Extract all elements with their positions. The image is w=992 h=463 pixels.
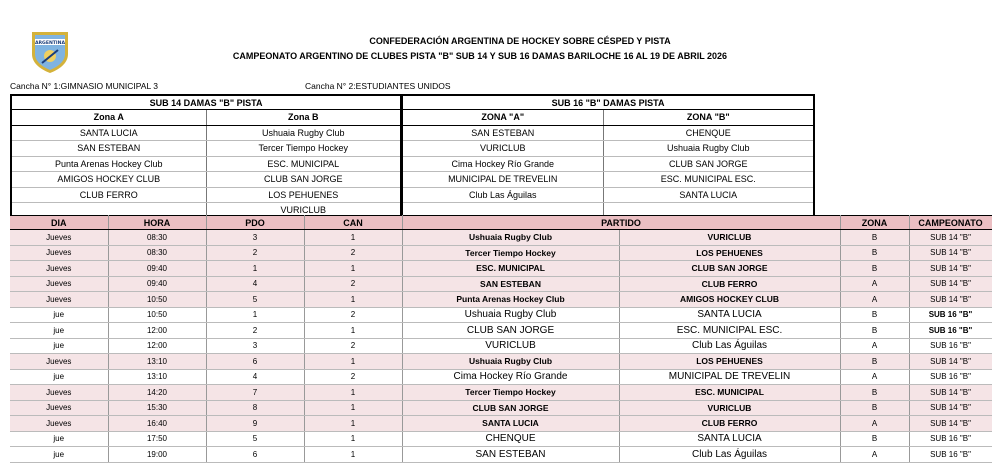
header-match: PARTIDO bbox=[402, 216, 840, 230]
fixtures-body bbox=[10, 230, 992, 463]
zone-team: CHENQUE bbox=[603, 125, 814, 141]
fixture-time: 19:00 bbox=[108, 447, 206, 463]
fixture-away-team: Club Las Águilas bbox=[619, 447, 840, 463]
fixture-row bbox=[10, 431, 992, 447]
fixture-match-no: 2 bbox=[206, 323, 304, 339]
venue-court-2: Cancha N° 2:ESTUDIANTES UNIDOS bbox=[305, 81, 451, 91]
fixture-championship: SUB 14 "B" bbox=[909, 245, 992, 261]
fixture-championship: SUB 14 "B" bbox=[909, 385, 992, 401]
fixture-day: Jueves bbox=[10, 385, 108, 401]
title-championship: CAMPEONATO ARGENTINO DE CLUBES PISTA "B" SUB 14 Y SUB 16 DAMAS BARILOCHE 16 AL 19 DE ABRIL 2026 bbox=[232, 51, 728, 61]
fixture-championship: SUB 14 "B" bbox=[909, 230, 992, 246]
fixture-day: Jueves bbox=[10, 416, 108, 432]
fixture-home-team: Punta Arenas Hockey Club bbox=[402, 292, 619, 308]
fixture-court: 1 bbox=[304, 354, 402, 370]
zone-team: SAN ESTEBAN bbox=[402, 125, 603, 141]
fixture-row bbox=[10, 245, 992, 261]
fixture-away-team: ESC. MUNICIPAL bbox=[619, 385, 840, 401]
fixture-court: 2 bbox=[304, 307, 402, 323]
fixture-row bbox=[10, 447, 992, 463]
fixture-championship: SUB 14 "B" bbox=[909, 400, 992, 416]
fixture-home-team: VURICLUB bbox=[402, 338, 619, 354]
fixture-zone: A bbox=[840, 416, 909, 432]
fixture-day: Jueves bbox=[10, 230, 108, 246]
zone-team: AMIGOS HOCKEY CLUB bbox=[11, 172, 206, 188]
fixture-row bbox=[10, 276, 992, 292]
sub14-zones-table bbox=[10, 94, 402, 220]
fixture-day: jue bbox=[10, 323, 108, 339]
fixture-match-no: 6 bbox=[206, 354, 304, 370]
fixture-row bbox=[10, 416, 992, 432]
sub16-zones-table bbox=[401, 94, 815, 220]
fixture-championship: SUB 14 "B" bbox=[909, 354, 992, 370]
fixture-day: Jueves bbox=[10, 400, 108, 416]
fixture-row bbox=[10, 323, 992, 339]
fixture-away-team: SANTA LUCIA bbox=[619, 307, 840, 323]
fixture-championship: SUB 14 "B" bbox=[909, 261, 992, 277]
zone-team: ESC. MUNICIPAL ESC. bbox=[603, 172, 814, 188]
zone-team: MUNICIPAL DE TREVELIN bbox=[402, 172, 603, 188]
fixture-court: 1 bbox=[304, 431, 402, 447]
fixture-time: 08:30 bbox=[108, 230, 206, 246]
zone-team: SAN ESTEBAN bbox=[11, 141, 206, 157]
header-time: HORA bbox=[108, 216, 206, 230]
fixture-away-team: CLUB SAN JORGE bbox=[619, 261, 840, 277]
fixture-day: Jueves bbox=[10, 354, 108, 370]
zone-team: LOS PEHUENES bbox=[206, 187, 401, 203]
fixture-day: jue bbox=[10, 431, 108, 447]
fixture-home-team: SANTA LUCIA bbox=[402, 416, 619, 432]
fixture-row bbox=[10, 292, 992, 308]
sub14-zone-b-header: Zona B bbox=[206, 110, 401, 126]
fixture-zone: B bbox=[840, 245, 909, 261]
fixtures-table bbox=[10, 215, 992, 463]
fixture-away-team: VURICLUB bbox=[619, 400, 840, 416]
zone-team: CLUB SAN JORGE bbox=[603, 156, 814, 172]
fixture-championship: SUB 14 "B" bbox=[909, 292, 992, 308]
fixture-day: jue bbox=[10, 447, 108, 463]
fixture-time: 10:50 bbox=[108, 292, 206, 308]
zone-team: Ushuaia Rugby Club bbox=[206, 125, 401, 141]
fixture-time: 15:30 bbox=[108, 400, 206, 416]
fixture-match-no: 5 bbox=[206, 292, 304, 308]
fixture-day: Jueves bbox=[10, 292, 108, 308]
fixture-zone: B bbox=[840, 400, 909, 416]
fixture-home-team: CLUB SAN JORGE bbox=[402, 400, 619, 416]
logo-text: ARGENTINA bbox=[34, 41, 66, 46]
fixture-home-team: SAN ESTEBAN bbox=[402, 276, 619, 292]
fixture-time: 12:00 bbox=[108, 338, 206, 354]
fixture-court: 1 bbox=[304, 447, 402, 463]
fixture-zone: A bbox=[840, 447, 909, 463]
fixture-court: 1 bbox=[304, 230, 402, 246]
title-federation: CONFEDERACIÓN ARGENTINA DE HOCKEY SOBRE CÉSPED Y PISTA bbox=[369, 36, 671, 46]
fixture-away-team: CLUB FERRO bbox=[619, 276, 840, 292]
fixture-home-team: Ushuaia Rugby Club bbox=[402, 307, 619, 323]
fixture-court: 1 bbox=[304, 400, 402, 416]
fixture-row bbox=[10, 338, 992, 354]
fixture-day: jue bbox=[10, 307, 108, 323]
zone-team: VURICLUB bbox=[280, 205, 327, 216]
header-day: DIA bbox=[10, 216, 108, 230]
fixture-match-no: 1 bbox=[206, 261, 304, 277]
fixture-away-team: SANTA LUCIA bbox=[619, 431, 840, 447]
fixture-zone: A bbox=[840, 338, 909, 354]
fixture-away-team: MUNICIPAL DE TREVELIN bbox=[619, 369, 840, 385]
fixture-zone: A bbox=[840, 369, 909, 385]
zone-team: Punta Arenas Hockey Club bbox=[11, 156, 206, 172]
sub16-title: SUB 16 "B" DAMAS PISTA bbox=[402, 95, 814, 110]
zone-team: CLUB SAN JORGE bbox=[206, 172, 401, 188]
fixture-home-team: ESC. MUNICIPAL bbox=[402, 261, 619, 277]
federation-logo bbox=[28, 30, 72, 74]
fixture-championship: SUB 16 "B" bbox=[909, 369, 992, 385]
fixture-championship: SUB 14 "B" bbox=[909, 276, 992, 292]
fixture-match-no: 3 bbox=[206, 338, 304, 354]
fixture-zone: B bbox=[840, 261, 909, 277]
venue-court-1: Cancha N° 1:GIMNASIO MUNICIPAL 3 bbox=[10, 81, 158, 91]
fixture-zone: B bbox=[840, 323, 909, 339]
fixture-home-team: CHENQUE bbox=[402, 431, 619, 447]
fixture-zone: B bbox=[840, 307, 909, 323]
zone-team: CLUB FERRO bbox=[11, 187, 206, 203]
fixture-home-team: CLUB SAN JORGE bbox=[402, 323, 619, 339]
fixture-row bbox=[10, 261, 992, 277]
fixture-time: 13:10 bbox=[108, 354, 206, 370]
zone-team: VURICLUB bbox=[402, 141, 603, 157]
fixture-championship: SUB 16 "B" bbox=[909, 323, 992, 339]
fixture-championship: SUB 16 "B" bbox=[909, 338, 992, 354]
fixture-match-no: 4 bbox=[206, 369, 304, 385]
header-court: CAN bbox=[304, 216, 402, 230]
fixture-row bbox=[10, 369, 992, 385]
fixture-row bbox=[10, 307, 992, 323]
zone-team: ESC. MUNICIPAL bbox=[206, 156, 401, 172]
fixture-championship: SUB 14 "B" bbox=[909, 416, 992, 432]
fixture-time: 14:20 bbox=[108, 385, 206, 401]
fixture-court: 2 bbox=[304, 369, 402, 385]
fixture-home-team: SAN ESTEBAN bbox=[402, 447, 619, 463]
fixture-time: 17:50 bbox=[108, 431, 206, 447]
fixture-zone: B bbox=[840, 385, 909, 401]
header-match-no: PDO bbox=[206, 216, 304, 230]
zone-team: SANTA LUCIA bbox=[603, 187, 814, 203]
fixture-court: 1 bbox=[304, 385, 402, 401]
fixture-court: 1 bbox=[304, 323, 402, 339]
fixture-day: Jueves bbox=[10, 276, 108, 292]
fixture-row bbox=[10, 354, 992, 370]
sub14-zone-a-header: Zona A bbox=[11, 110, 206, 126]
zone-team: Cima Hockey Río Grande bbox=[402, 156, 603, 172]
sub16-zone-b-header: ZONA "B" bbox=[603, 110, 814, 126]
zone-team: SANTA LUCIA bbox=[11, 125, 206, 141]
fixture-time: 10:50 bbox=[108, 307, 206, 323]
fixture-home-team: Tercer Tiempo Hockey bbox=[402, 385, 619, 401]
fixture-away-team: LOS PEHUENES bbox=[619, 245, 840, 261]
fixture-zone: A bbox=[840, 292, 909, 308]
fixture-time: 09:40 bbox=[108, 261, 206, 277]
fixture-match-no: 1 bbox=[206, 307, 304, 323]
fixture-away-team: ESC. MUNICIPAL ESC. bbox=[619, 323, 840, 339]
fixture-away-team: VURICLUB bbox=[619, 230, 840, 246]
fixture-time: 12:00 bbox=[108, 323, 206, 339]
fixture-home-team: Tercer Tiempo Hockey bbox=[402, 245, 619, 261]
fixture-day: jue bbox=[10, 369, 108, 385]
sub16-zone-a-header: ZONA "A" bbox=[402, 110, 603, 126]
fixture-day: Jueves bbox=[10, 261, 108, 277]
fixture-court: 2 bbox=[304, 276, 402, 292]
fixture-match-no: 9 bbox=[206, 416, 304, 432]
fixture-zone: B bbox=[840, 354, 909, 370]
fixture-time: 09:40 bbox=[108, 276, 206, 292]
fixture-championship: SUB 16 "B" bbox=[909, 431, 992, 447]
fixture-home-team: Ushuaia Rugby Club bbox=[402, 354, 619, 370]
fixture-championship: SUB 16 "B" bbox=[909, 447, 992, 463]
fixture-match-no: 6 bbox=[206, 447, 304, 463]
header-championship: CAMPEONATO bbox=[909, 216, 992, 230]
fixture-time: 13:10 bbox=[108, 369, 206, 385]
fixture-row bbox=[10, 400, 992, 416]
zone-team: Club Las Águilas bbox=[402, 187, 603, 203]
fixture-away-team: AMIGOS HOCKEY CLUB bbox=[619, 292, 840, 308]
zone-team: Tercer Tiempo Hockey bbox=[206, 141, 401, 157]
fixture-away-team: CLUB FERRO bbox=[619, 416, 840, 432]
fixture-court: 1 bbox=[304, 261, 402, 277]
fixture-championship: SUB 16 "B" bbox=[909, 307, 992, 323]
fixture-time: 08:30 bbox=[108, 245, 206, 261]
header-zone: ZONA bbox=[840, 216, 909, 230]
fixture-home-team: Ushuaia Rugby Club bbox=[402, 230, 619, 246]
fixture-court: 1 bbox=[304, 416, 402, 432]
fixture-row bbox=[10, 385, 992, 401]
fixture-home-team: Cima Hockey Río Grande bbox=[402, 369, 619, 385]
fixture-match-no: 8 bbox=[206, 400, 304, 416]
fixture-zone: B bbox=[840, 230, 909, 246]
fixture-row bbox=[10, 230, 992, 246]
fixture-day: jue bbox=[10, 338, 108, 354]
fixture-time: 16:40 bbox=[108, 416, 206, 432]
fixture-away-team: LOS PEHUENES bbox=[619, 354, 840, 370]
fixture-court: 2 bbox=[304, 338, 402, 354]
fixture-match-no: 2 bbox=[206, 245, 304, 261]
fixture-match-no: 3 bbox=[206, 230, 304, 246]
fixture-court: 2 bbox=[304, 245, 402, 261]
sub14-title: SUB 14 DAMAS "B" PISTA bbox=[11, 95, 401, 110]
fixture-match-no: 5 bbox=[206, 431, 304, 447]
fixture-away-team: Club Las Águilas bbox=[619, 338, 840, 354]
fixture-day: Jueves bbox=[10, 245, 108, 261]
fixture-zone: A bbox=[840, 276, 909, 292]
fixture-court: 1 bbox=[304, 292, 402, 308]
fixture-match-no: 7 bbox=[206, 385, 304, 401]
fixture-zone: B bbox=[840, 431, 909, 447]
fixture-match-no: 4 bbox=[206, 276, 304, 292]
zone-team: Ushuaia Rugby Club bbox=[603, 141, 814, 157]
